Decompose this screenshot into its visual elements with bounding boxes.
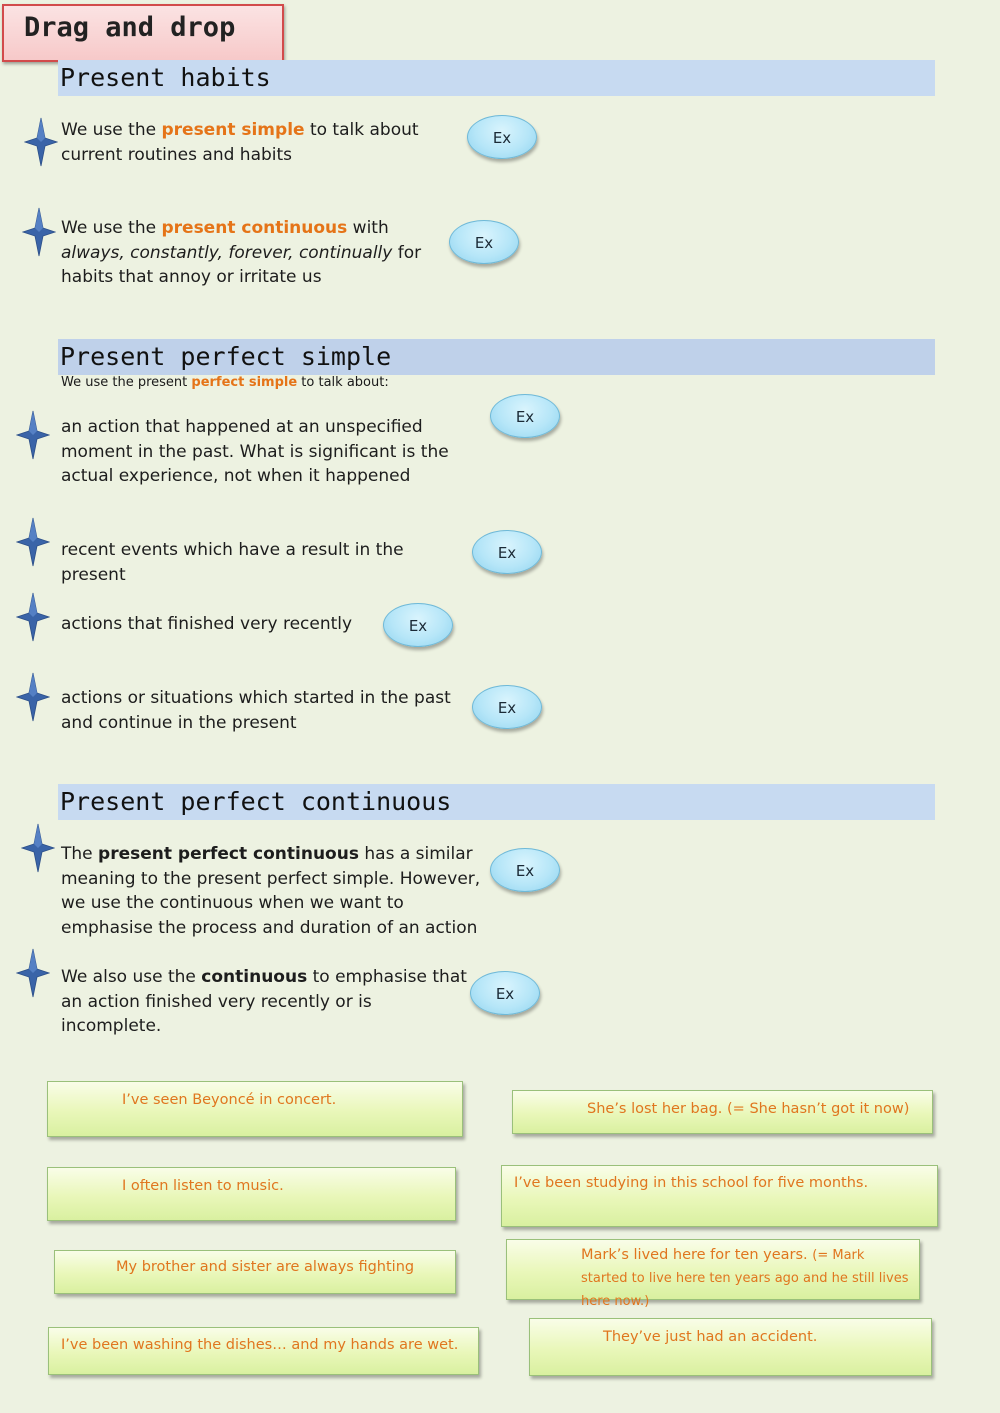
card-main-text: Mark’s lived here for ten years. <box>581 1247 808 1263</box>
star-icon <box>21 823 55 873</box>
rule-process-duration: The present perfect continuous has a similar meaning to the present perfect simple. However, we use the continuous when we want to emphasise the process and duration of an action <box>61 844 481 938</box>
ex-drop-target[interactable]: Ex <box>470 971 540 1015</box>
section-heading-present-perfect-simple: Present perfect simple <box>58 339 935 375</box>
draggable-card[interactable]: She’s lost her bag. (= She hasn’t got it now) <box>512 1090 933 1134</box>
section-heading-present-perfect-continuous: Present perfect continuous <box>58 784 935 820</box>
section-heading-present-habits: Present habits <box>58 60 935 96</box>
ex-drop-target[interactable]: Ex <box>490 848 560 892</box>
rule-finished-recently: actions that finished very recently <box>61 614 353 634</box>
ex-drop-target[interactable]: Ex <box>467 115 537 159</box>
draggable-card[interactable] <box>506 1239 920 1309</box>
ex-drop-target[interactable]: Ex <box>383 603 453 647</box>
rule-unspecified-past: an action that happened at an unspecified moment in the past. What is significant is the actual experience, not when it happened <box>61 417 449 486</box>
card-note-text: (= Mark started to live here ten years ago and he still lives here now.) <box>581 1248 909 1309</box>
rule-present-simple-habits: We use the present simple to talk about current routines and habits <box>61 120 419 165</box>
ex-drop-target[interactable]: Ex <box>490 394 560 438</box>
star-icon <box>22 207 56 257</box>
ex-drop-target[interactable]: Ex <box>472 685 542 729</box>
star-icon <box>16 517 50 567</box>
draggable-card[interactable]: They’ve just had an accident. <box>529 1318 932 1376</box>
draggable-card[interactable]: I’ve been studying in this school for five months. <box>501 1165 938 1227</box>
star-icon <box>24 117 58 167</box>
rule-started-in-past: actions or situations which started in the past and continue in the present <box>61 688 451 733</box>
section-intro: We use the present perfect simple to talk about: <box>61 375 389 390</box>
star-icon <box>16 410 50 460</box>
star-icon <box>16 948 50 998</box>
page-title: Drag and drop <box>2 4 284 62</box>
star-icon <box>16 672 50 722</box>
star-icon <box>16 592 50 642</box>
draggable-card[interactable]: My brother and sister are always fighting <box>54 1250 456 1294</box>
draggable-card[interactable]: I’ve been washing the dishes… and my hands are wet. <box>48 1327 479 1375</box>
rule-incomplete-action: We also use the continuous to emphasise that an action finished very recently or is incomplete. <box>61 967 467 1036</box>
draggable-card[interactable]: I’ve seen Beyoncé in concert. <box>47 1081 463 1137</box>
rule-present-continuous-habits: We use the present continuous with always, constantly, forever, continually for habits that annoy or irritate us <box>61 218 422 287</box>
ex-drop-target[interactable]: Ex <box>449 220 519 264</box>
ex-drop-target[interactable]: Ex <box>472 530 542 574</box>
draggable-card[interactable]: I often listen to music. <box>47 1167 456 1221</box>
rule-recent-events: recent events which have a result in the present <box>61 540 404 585</box>
